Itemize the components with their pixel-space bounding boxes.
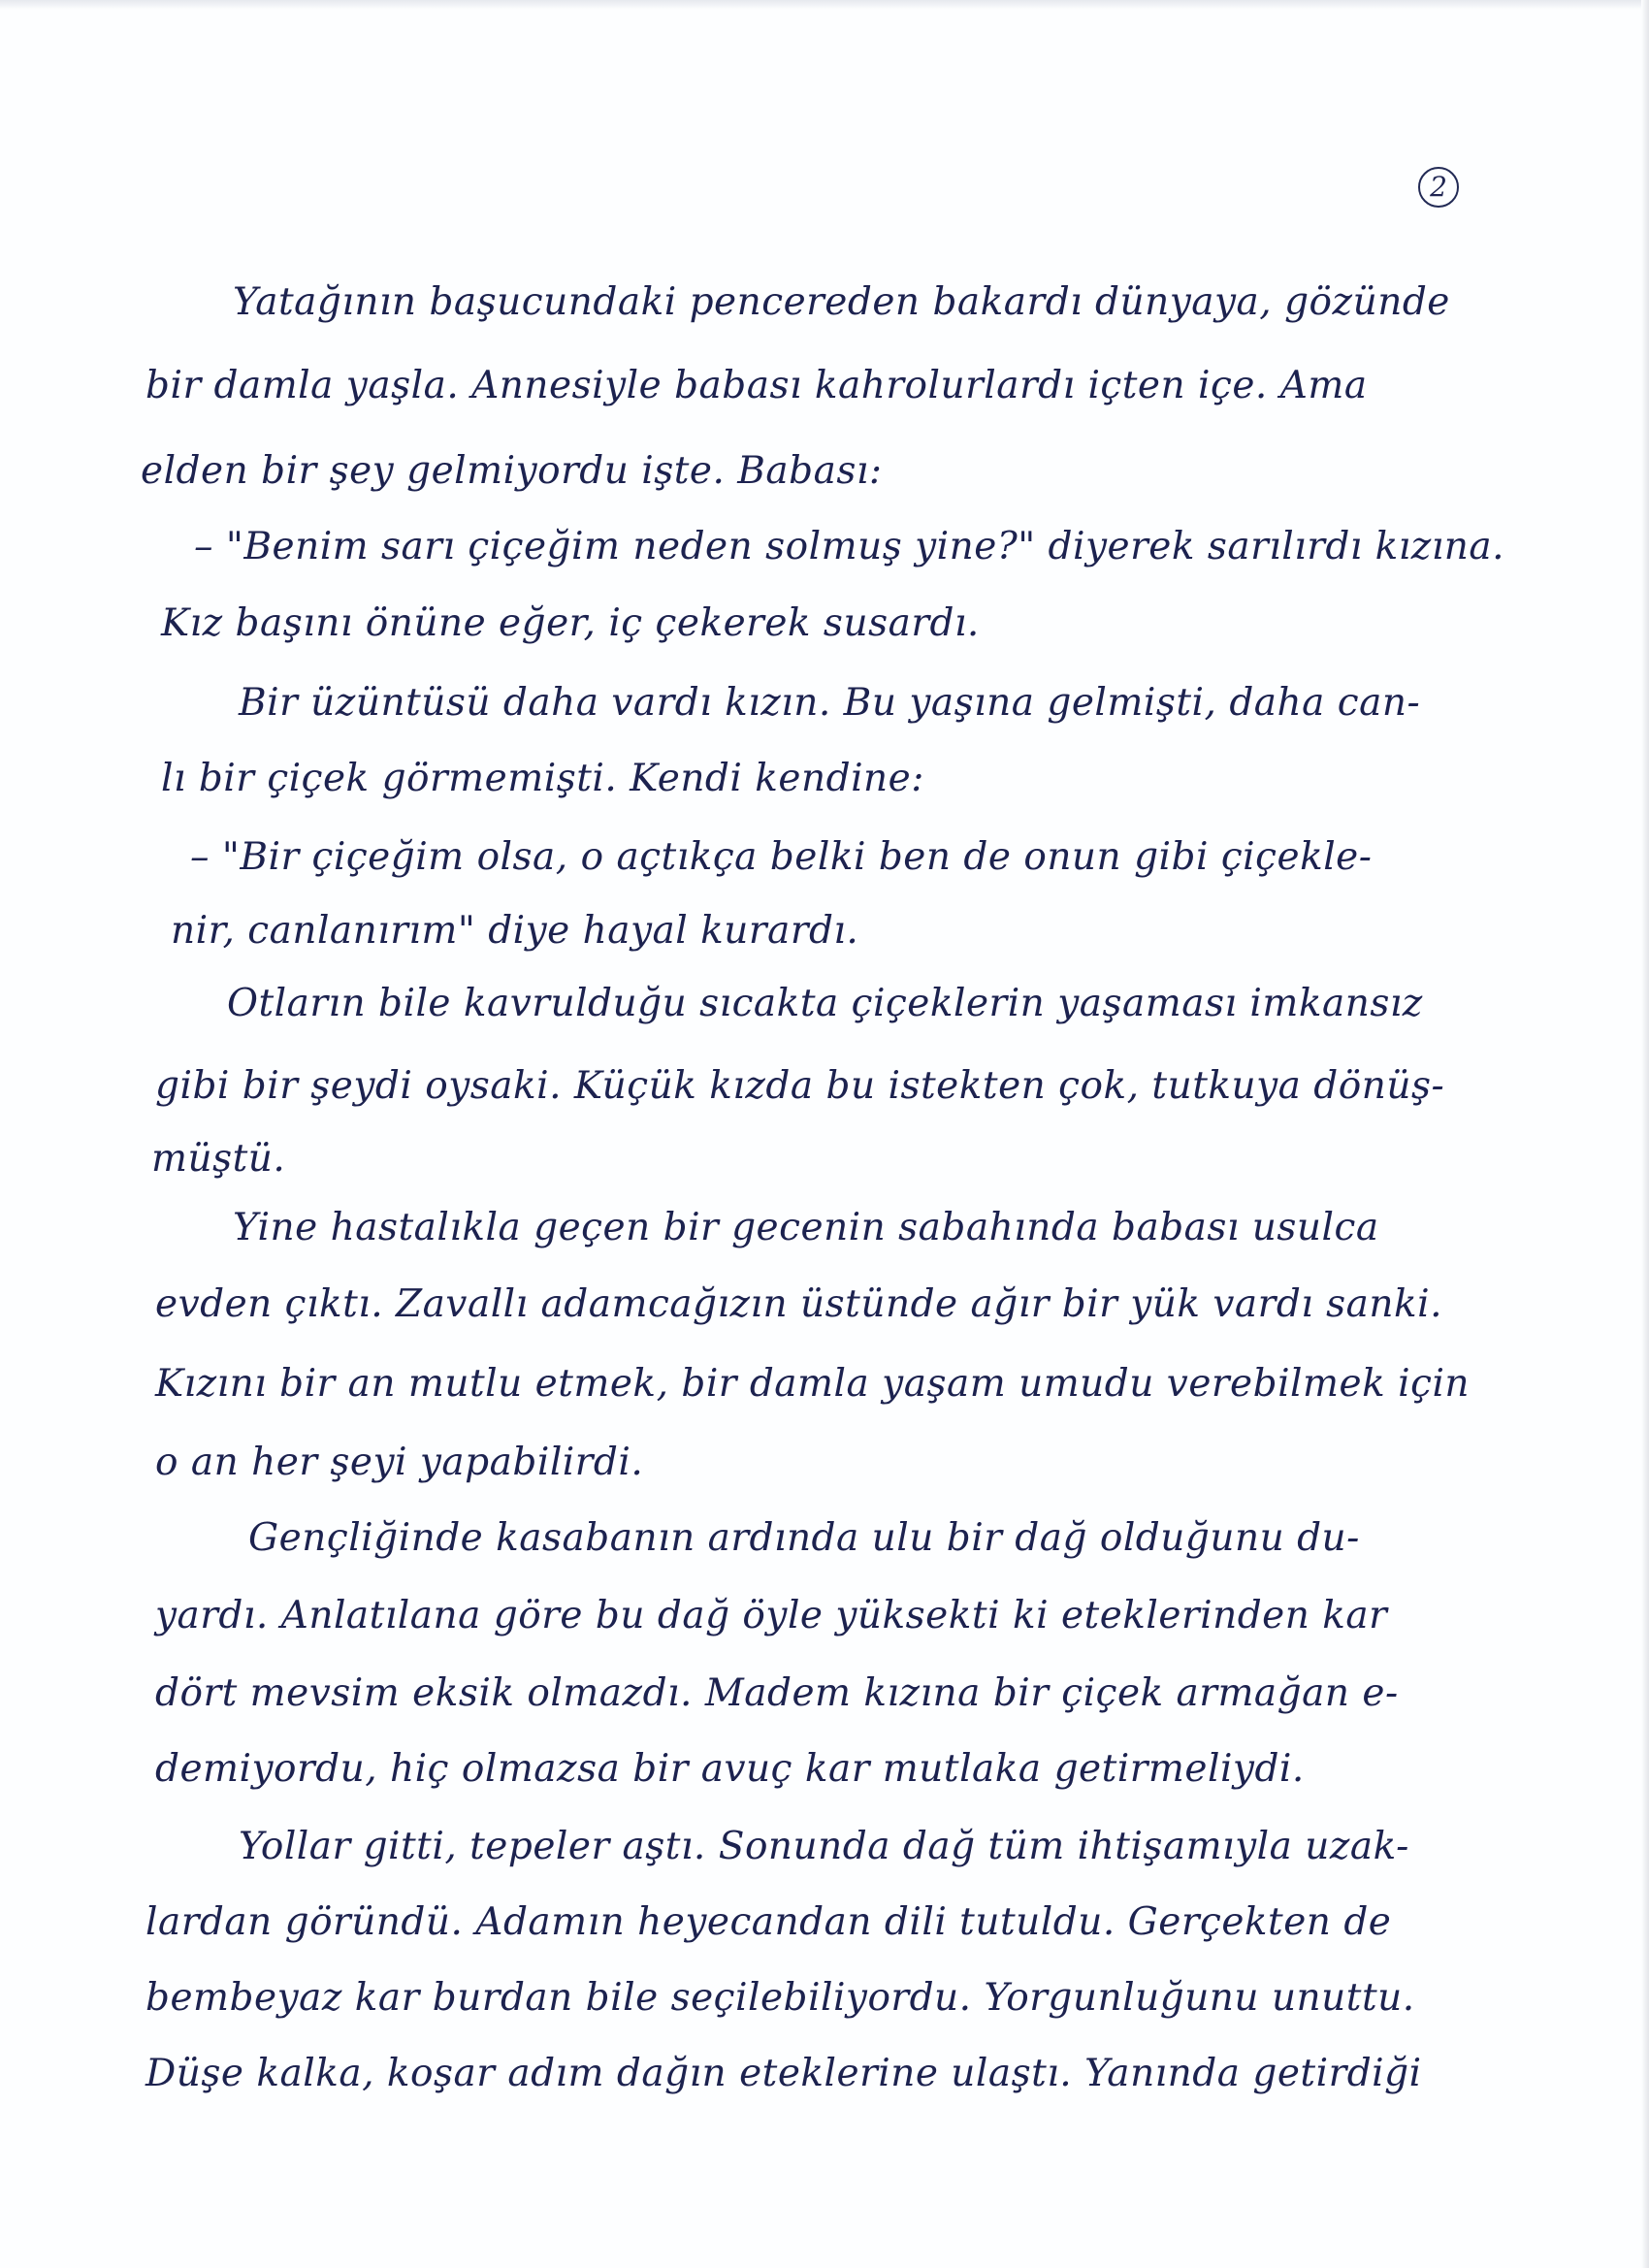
text-line: Yatağının başucundaki pencereden bakardı dünyaya, gözünde: [233, 280, 1450, 324]
text-line: Bir üzüntüsü daha vardı kızın. Bu yaşına gelmişti, daha can-: [239, 681, 1421, 725]
text-line: gibi bir şeydi oysaki. Küçük kızda bu istekten çok, tutkuya dönüş-: [155, 1064, 1445, 1108]
text-line: Kızını bir an mutlu etmek, bir damla yaşam umudu verebilmek için: [155, 1362, 1471, 1406]
text-line: Kız başını önüne eğer, iç çekerek susardı.: [161, 601, 980, 645]
text-line: evden çıktı. Zavallı adamcağızın üstünde ağır bir yük vardı sanki.: [155, 1282, 1443, 1326]
text-line: Düşe kalka, koşar adım dağın eteklerine ulaştı. Yanında getirdiği: [146, 2052, 1422, 2095]
text-line: Gençliğinde kasabanın ardında ulu bir dağ olduğunu du-: [248, 1516, 1360, 1560]
text-line: bembeyaz kar burdan bile seçilebiliyordu. Yorgunluğunu unuttu.: [146, 1976, 1415, 2020]
text-line: elden bir şey gelmiyordu işte. Babası:: [141, 449, 883, 493]
text-line: Otların bile kavrulduğu sıcakta çiçeklerin yaşaması imkansız: [227, 982, 1423, 1025]
text-line: yardı. Anlatılana göre bu dağ öyle yüksekti ki eteklerinden kar: [155, 1594, 1388, 1637]
page-number-circle: 2: [1418, 167, 1459, 208]
text-line: lı bir çiçek görmemişti. Kendi kendine:: [161, 757, 924, 800]
scan-edge-top: [0, 0, 1649, 10]
text-line: nir, canlanırım" diye hayal kurardı.: [171, 909, 859, 953]
text-line: – "Bir çiçeğim olsa, o açtıkça belki ben de onun gibi çiçekle-: [190, 835, 1373, 879]
text-line: – "Benim sarı çiçeğim neden solmuş yine?" diyerek sarılırdı kızına.: [194, 525, 1505, 568]
text-line: demiyordu, hiç olmazsa bir avuç kar mutlaka getirmeliydi.: [155, 1747, 1305, 1791]
scan-edge-right: [1641, 0, 1649, 2268]
text-line: dört mevsim eksik olmazdı. Madem kızına bir çiçek armağan e-: [155, 1671, 1399, 1715]
text-line: bir damla yaşla. Annesiyle babası kahrolurlardı içten içe. Ama: [146, 364, 1368, 407]
text-line: Yollar gitti, tepeler aştı. Sonunda dağ tüm ihtişamıyla uzak-: [239, 1825, 1409, 1868]
text-line: o an her şeyi yapabilirdi.: [155, 1441, 644, 1484]
text-line: müştü.: [151, 1137, 286, 1181]
text-line: lardan göründü. Adamın heyecandan dili tutuldu. Gerçekten de: [146, 1900, 1392, 1944]
text-line: Yine hastalıkla geçen bir gecenin sabahında babası usulca: [233, 1206, 1379, 1249]
